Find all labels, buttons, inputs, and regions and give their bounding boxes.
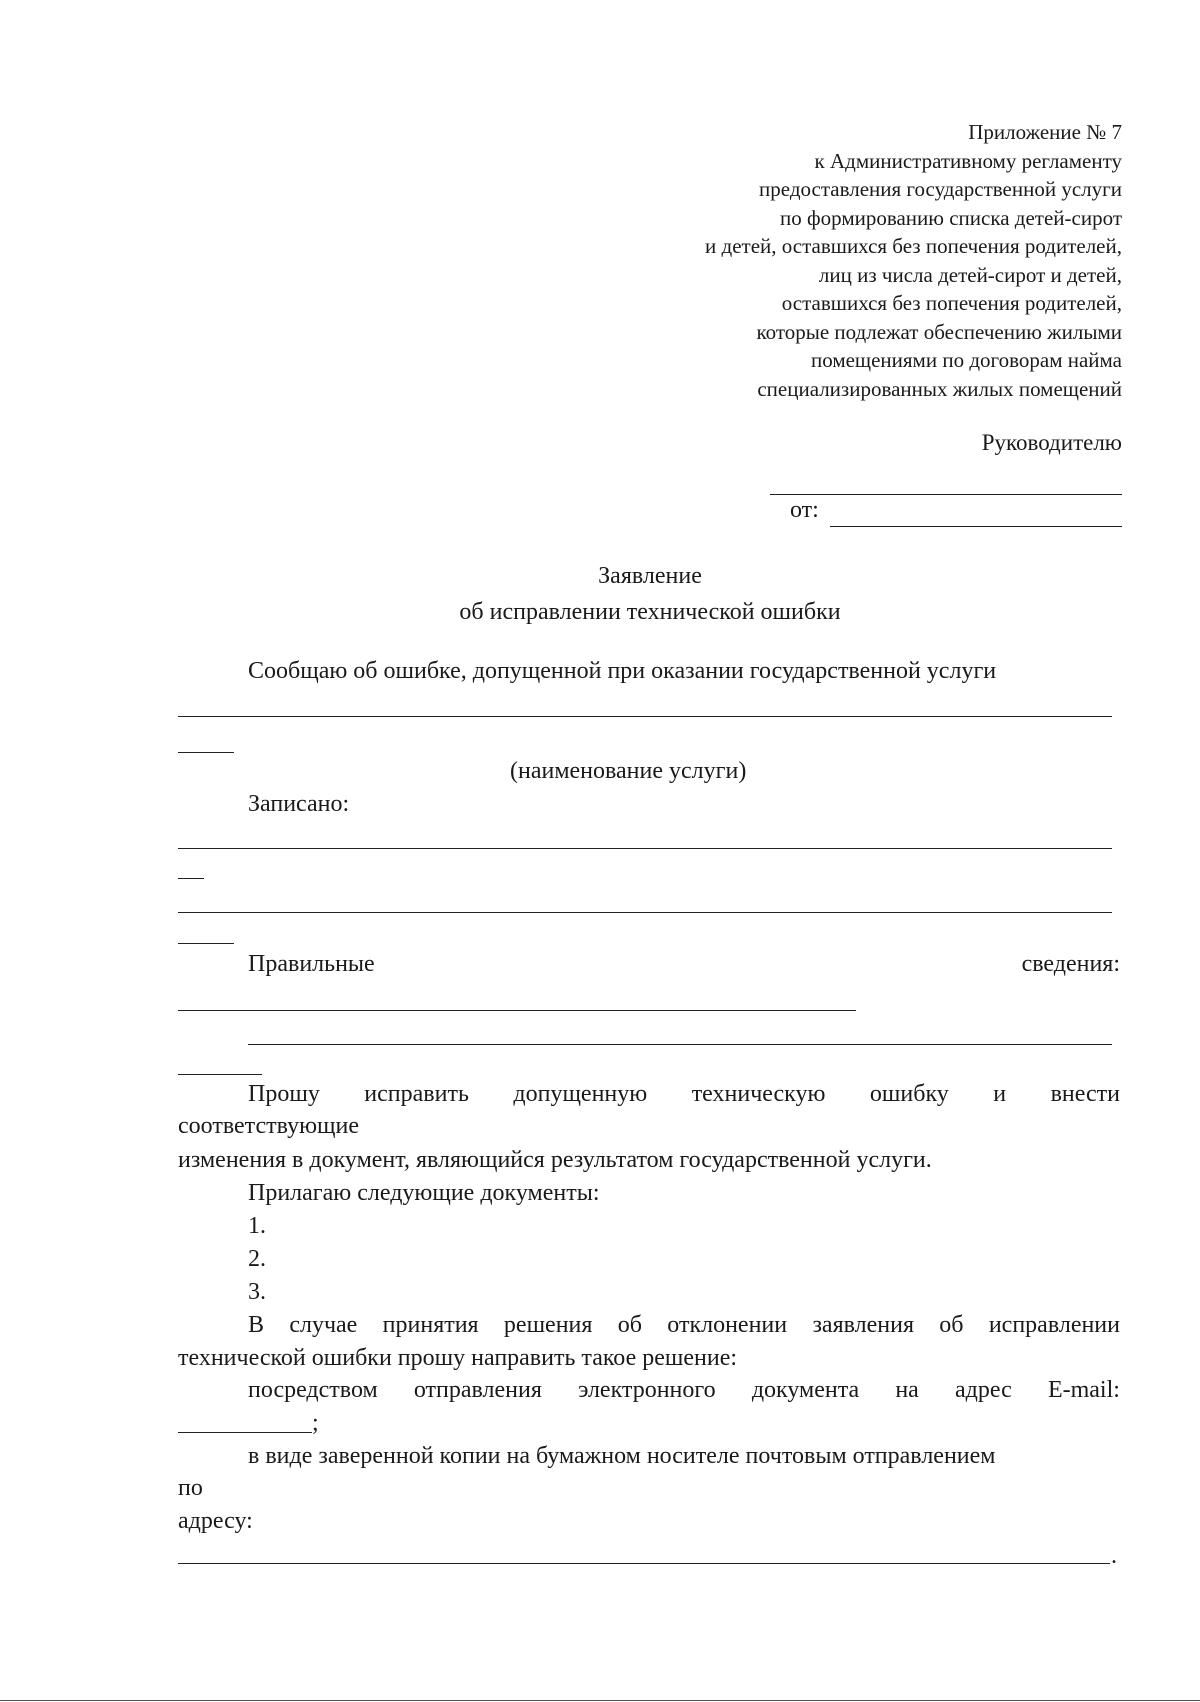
document-subtitle: об исправлении технической ошибки — [459, 599, 841, 625]
request-word: допущенную — [513, 1081, 648, 1107]
appendix-header — [705, 118, 1122, 403]
correct-line-2-tail[interactable] — [178, 1074, 262, 1075]
appendix-line: помещениями по договорам найма — [810, 348, 1122, 372]
email-row — [248, 1377, 1120, 1404]
email-address-line[interactable] — [178, 1432, 312, 1433]
service-name-line[interactable] — [178, 716, 1112, 717]
rejection-word: принятия — [382, 1312, 479, 1338]
service-caption: (наименование услуги) — [510, 758, 747, 784]
paper-option-line: в виде заверенной копии на бумажном носителе почтовым отправлением — [248, 1443, 996, 1469]
request-line-2: соответствующие — [178, 1113, 360, 1139]
correct-word: Правильные — [248, 951, 375, 977]
address-line[interactable] — [178, 1563, 1110, 1564]
rejection-row — [248, 1312, 1120, 1339]
request-word: ошибку — [869, 1081, 949, 1107]
recorded-label: Записано: — [248, 791, 350, 817]
rejection-word: отклонении — [667, 1312, 788, 1338]
recorded-line-2-tail[interactable] — [178, 943, 234, 944]
rejection-word: случае — [289, 1312, 358, 1338]
appendix-line: которые подлежат обеспечению жилыми — [756, 319, 1122, 344]
address-label: адресу: — [178, 1508, 253, 1534]
appendix-line: оставшихся без попечения родителей, — [781, 291, 1122, 315]
request-word: исправить — [364, 1081, 469, 1107]
correct-info-row — [248, 951, 1120, 978]
request-word: внести — [1050, 1081, 1120, 1107]
email-word: документа — [751, 1377, 860, 1403]
service-name-line-tail[interactable] — [178, 752, 234, 753]
request-row — [248, 1081, 1120, 1108]
appendix-line: по формированию списка детей-сирот — [780, 205, 1122, 230]
attachment-item-1: 1. — [248, 1213, 266, 1239]
rejection-line-2: технической ошибки прошу направить такое решение: — [178, 1345, 738, 1371]
email-word: E-mail: — [1047, 1377, 1120, 1403]
request-word: Прошу — [248, 1081, 320, 1107]
appendix-line: Приложение № 7 — [968, 120, 1122, 144]
email-word: на — [895, 1377, 919, 1403]
report-sentence: Сообщаю об ошибке, допущенной при оказании государственной услуги — [248, 658, 997, 684]
appendix-line: предоставления государственной услуги — [759, 177, 1122, 201]
email-word: отправления — [413, 1377, 542, 1403]
appendix-line: к Административному регламенту — [814, 148, 1122, 173]
recorded-line-2[interactable] — [178, 912, 1112, 913]
addressee-from-line[interactable] — [830, 526, 1122, 527]
document-title: Заявление — [598, 563, 702, 589]
rejection-word: исправлении — [988, 1312, 1120, 1338]
correct-line-1[interactable] — [178, 1010, 856, 1011]
attachment-item-2: 2. — [248, 1246, 266, 1272]
rejection-word: заявления — [812, 1312, 914, 1338]
addressee-to: Руководителю — [981, 430, 1122, 455]
rejection-word: В — [248, 1312, 265, 1338]
address-line-end: . — [1111, 1543, 1117, 1569]
email-word: электронного — [578, 1377, 716, 1403]
email-line-end: ; — [312, 1410, 319, 1436]
attachments-label: Прилагаю следующие документы: — [248, 1180, 600, 1206]
rejection-word: об — [617, 1312, 642, 1338]
request-word: и — [993, 1081, 1007, 1107]
recorded-line-1[interactable] — [178, 848, 1112, 849]
paper-option-po: по — [178, 1475, 203, 1501]
addressee-name-line[interactable] — [770, 494, 1122, 495]
rejection-word: решения — [503, 1312, 593, 1338]
appendix-line: специализированных жилых помещений — [757, 376, 1122, 401]
addressee-from-label: от: — [790, 497, 819, 523]
email-word: адрес — [955, 1377, 1012, 1403]
email-word: посредством — [248, 1377, 378, 1403]
attachment-item-3: 3. — [248, 1279, 266, 1305]
request-word: техническую — [691, 1081, 826, 1107]
appendix-line: лиц из числа детей-сирот и детей, — [818, 262, 1122, 287]
correct-line-2[interactable] — [248, 1044, 1112, 1045]
recorded-line-1-tail[interactable] — [178, 878, 204, 879]
rejection-word: об — [939, 1312, 964, 1338]
appendix-line: и детей, оставшихся без попечения родителей, — [705, 234, 1122, 258]
request-line-3: изменения в документ, являющийся результатом государственной услуги. — [178, 1147, 932, 1173]
correct-word: сведения: — [1021, 951, 1120, 977]
page-bottom-rule — [0, 1700, 1200, 1701]
